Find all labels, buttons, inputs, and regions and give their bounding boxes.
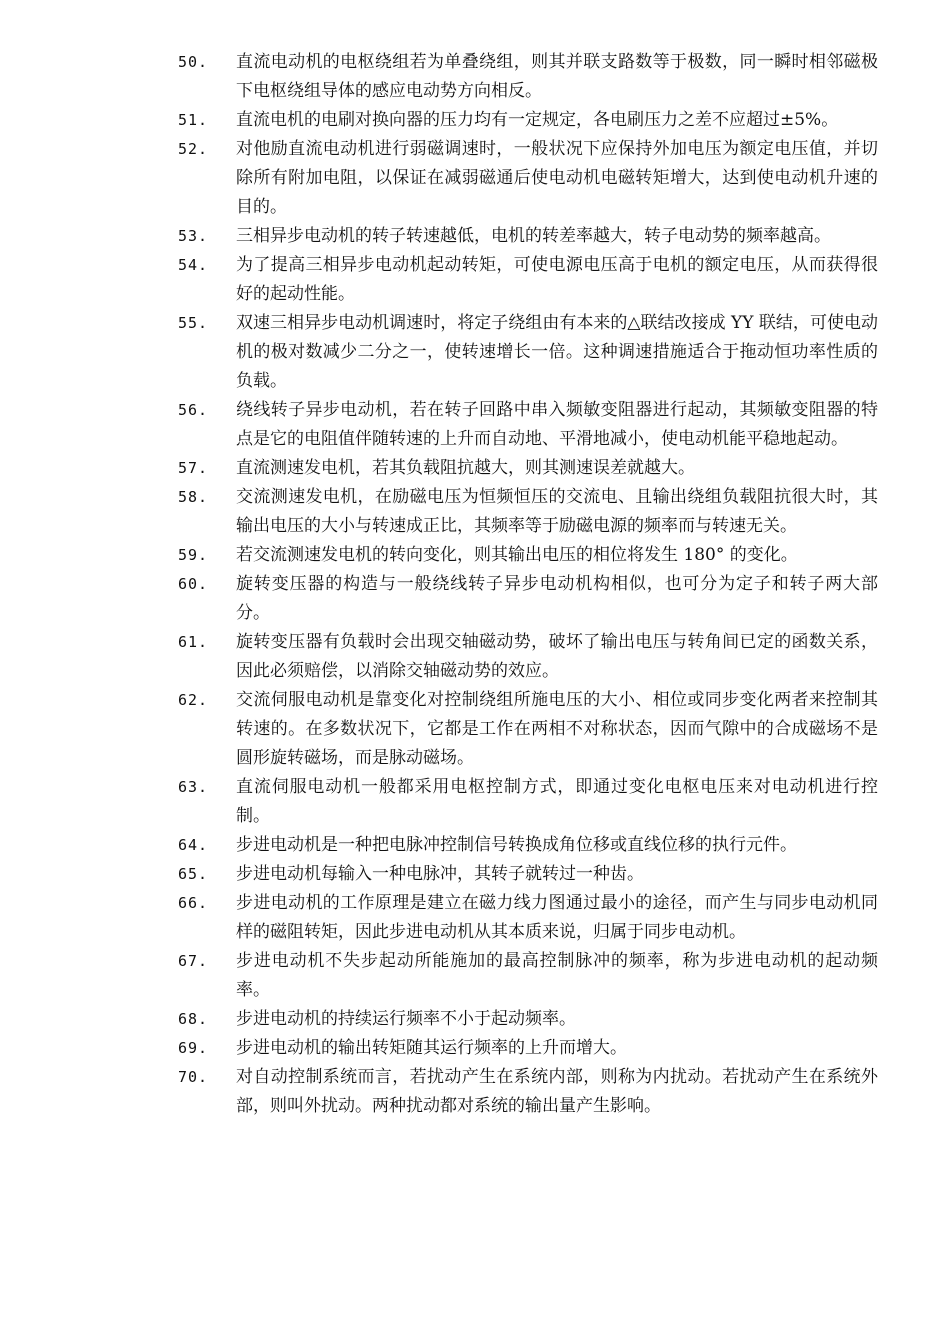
list-item xyxy=(178,831,878,860)
item-text: 三相异步电动机的转子转速越低，电机的转差率越大，转子电动势的频率越高。 xyxy=(236,226,831,246)
item-text: 绕线转子异步电动机，若在转子回路中串入频敏变阻器进行起动，其频敏变阻器的特点是它的电阻值伴随转速的上升而自动地、平滑地减小，使电动机能平稳地起动。 xyxy=(236,400,878,449)
list-item xyxy=(178,48,878,106)
item-number: 68. xyxy=(178,1010,209,1028)
item-text: 交流伺服电动机是靠变化对控制绕组所施电压的大小、相位或同步变化两者来控制其转速的。在多数状况下，它都是工作在两相不对称状态，因而气隙中的合成磁场不是圆形旋转磁场，而是脉动磁场。 xyxy=(236,690,878,768)
item-number: 67. xyxy=(178,952,209,970)
item-text: 交流测速发电机，在励磁电压为恒频恒压的交流电、且输出绕组负载阻抗很大时，其输出电压的大小与转速成正比，其频率等于励磁电源的频率而与转速无关。 xyxy=(236,487,878,536)
item-text: 步进电动机的输出转矩随其运行频率的上升而增大。 xyxy=(236,1038,627,1058)
item-number: 53. xyxy=(178,227,209,245)
item-number: 62. xyxy=(178,691,209,709)
item-number: 64. xyxy=(178,836,209,854)
item-number: 60. xyxy=(178,575,209,593)
item-number: 59. xyxy=(178,546,209,564)
item-text: 步进电动机不失步起动所能施加的最高控制脉冲的频率，称为步进电动机的起动频率。 xyxy=(236,951,878,1000)
item-number: 61. xyxy=(178,633,209,651)
list-item xyxy=(178,773,878,831)
list-item xyxy=(178,396,878,454)
item-text: 步进电动机的持续运行频率不小于起动频率。 xyxy=(236,1009,576,1029)
list-item xyxy=(178,106,878,135)
item-number: 56. xyxy=(178,401,209,419)
list-item xyxy=(178,1034,878,1063)
list-item xyxy=(178,686,878,773)
item-text: 直流伺服电动机一般都采用电枢控制方式，即通过变化电枢电压来对电动机进行控制。 xyxy=(236,777,878,826)
item-number: 63. xyxy=(178,778,209,796)
item-text: 为了提高三相异步电动机起动转矩，可使电源电压高于电机的额定电压，从而获得很好的起动性能。 xyxy=(236,255,878,304)
list-item xyxy=(178,1063,878,1121)
list-item xyxy=(178,222,878,251)
item-text: 对他励直流电动机进行弱磁调速时，一般状况下应保持外加电压为额定电压值，并切除所有附加电阻，以保证在减弱磁通后使电动机电磁转矩增大，达到使电动机升速的目的。 xyxy=(236,139,878,217)
item-number: 65. xyxy=(178,865,209,883)
item-number: 70. xyxy=(178,1068,209,1086)
question-list xyxy=(178,48,878,1121)
list-item xyxy=(178,483,878,541)
item-number: 69. xyxy=(178,1039,209,1057)
item-text: 步进电动机是一种把电脉冲控制信号转换成角位移或直线位移的执行元件。 xyxy=(236,835,797,855)
list-item xyxy=(178,570,878,628)
list-item xyxy=(178,1005,878,1034)
list-item xyxy=(178,251,878,309)
item-text: 步进电动机的工作原理是建立在磁力线力图通过最小的途径，而产生与同步电动机同样的磁阻转矩，因此步进电动机从其本质来说，归属于同步电动机。 xyxy=(236,893,878,942)
list-item xyxy=(178,454,878,483)
list-item xyxy=(178,541,878,570)
item-number: 52. xyxy=(178,140,209,158)
item-number: 54. xyxy=(178,256,209,274)
item-text: 直流电机的电刷对换向器的压力均有一定规定，各电刷压力之差不应超过±5%。 xyxy=(236,110,839,130)
list-item xyxy=(178,135,878,222)
list-item xyxy=(178,889,878,947)
item-text: 旋转变压器的构造与一般绕线转子异步电动机构相似，也可分为定子和转子两大部分。 xyxy=(236,574,878,623)
list-item xyxy=(178,947,878,1005)
item-text: 若交流测速发电机的转向变化，则其输出电压的相位将发生 180° 的变化。 xyxy=(236,545,798,565)
list-item xyxy=(178,860,878,889)
item-text: 直流测速发电机，若其负载阻抗越大，则其测速误差就越大。 xyxy=(236,458,695,478)
item-text: 双速三相异步电动机调速时，将定子绕组由有本来的△联结改接成 YY 联结，可使电动机的极对数减少二分之一，使转速增长一倍。这种调速措施适合于拖动恒功率性质的负载。 xyxy=(236,313,878,391)
item-text: 直流电动机的电枢绕组若为单叠绕组，则其并联支路数等于极数，同一瞬时相邻磁极下电枢绕组导体的感应电动势方向相反。 xyxy=(236,52,878,101)
item-number: 57. xyxy=(178,459,209,477)
item-number: 51. xyxy=(178,111,209,129)
list-item xyxy=(178,309,878,396)
item-number: 58. xyxy=(178,488,209,506)
item-number: 50. xyxy=(178,53,209,71)
list-item xyxy=(178,628,878,686)
item-number: 66. xyxy=(178,894,209,912)
item-text: 对自动控制系统而言，若扰动产生在系统内部，则称为内扰动。若扰动产生在系统外部，则叫外扰动。两种扰动都对系统的输出量产生影响。 xyxy=(236,1067,878,1116)
item-text: 旋转变压器有负载时会出现交轴磁动势，破坏了输出电压与转角间已定的函数关系，因此必须赔偿，以消除交轴磁动势的效应。 xyxy=(236,632,878,681)
item-text: 步进电动机每输入一种电脉冲，其转子就转过一种齿。 xyxy=(236,864,644,884)
item-number: 55. xyxy=(178,314,209,332)
